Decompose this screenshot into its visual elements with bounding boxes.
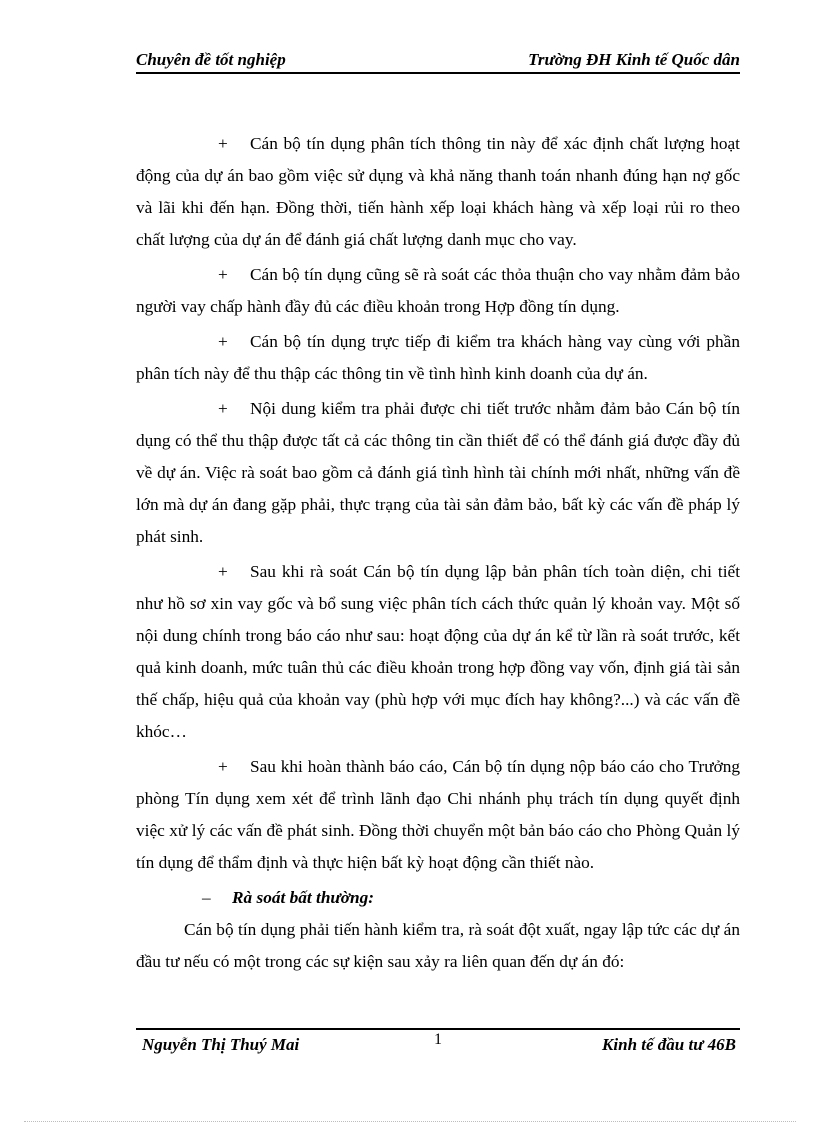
bullet-paragraph-2	[136, 259, 740, 323]
footer-author: Nguyễn Thị Thuý Mai	[142, 1035, 300, 1054]
page-number: 1	[434, 1031, 442, 1048]
paragraph-text: Nội dung kiểm tra phải được chi tiết trước nhằm đảm bảo Cán bộ tín dụng có thể thu thập được tất cả các thông tin cần thiết để có thể đánh giá được đầy đủ về dự án. Việc rà soát bao gồm cả đánh giá tình hình tài chính mới nhất, những vấn đề lớn mà dự án đang gặp phải, thực trạng của tài sản đảm bảo, bất kỳ các vấn đề pháp lý phát sinh.	[136, 399, 740, 546]
bullet-paragraph-3	[136, 326, 740, 390]
page-bottom-border	[24, 1121, 796, 1122]
bullet-plus: +	[218, 134, 228, 153]
footer-divider	[136, 1028, 740, 1030]
bullet-paragraph-1	[136, 128, 740, 256]
page-footer	[136, 1033, 740, 1057]
section-subheading	[136, 882, 740, 914]
bullet-plus: +	[218, 332, 228, 351]
subheading-dash: –	[202, 888, 211, 907]
bullet-paragraph-6	[136, 751, 740, 879]
subheading-title: Rà soát bất thường:	[232, 888, 375, 907]
document-body	[136, 128, 740, 981]
paragraph-text: Sau khi hoàn thành báo cáo, Cán bộ tín dụng nộp báo cáo cho Trưởng phòng Tín dụng xem xét để trình lãnh đạo Chi nhánh phụ trách tín dụng quyết định việc xử lý các vấn đề phát sinh. Đồng thời chuyển một bản báo cáo cho Phòng Quản lý tín dụng để thẩm định và thực hiện bất kỳ hoạt động cần thiết nào.	[136, 757, 740, 872]
paragraph-text: Cán bộ tín dụng trực tiếp đi kiểm tra khách hàng vay cùng với phần phân tích này để thu thập các thông tin về tình hình kinh doanh của dự án.	[136, 332, 740, 383]
paragraph-text: Cán bộ tín dụng phân tích thông tin này để xác định chất lượng hoạt động của dự án bao gồm việc sử dụng và khả năng thanh toán nhanh đúng hạn nợ gốc và lãi khi đến hạn. Đồng thời, tiến hành xếp loại khách hàng và xếp loại rủi ro theo chất lượng của dự án để đánh giá chất lượng danh mục cho vay.	[136, 134, 740, 249]
header-university: Trường ĐH Kinh tế Quốc dân	[528, 50, 740, 69]
header-divider	[136, 72, 740, 74]
bullet-plus: +	[218, 562, 228, 581]
bullet-plus: +	[218, 399, 228, 418]
page-header	[136, 48, 740, 72]
bullet-paragraph-4	[136, 393, 740, 553]
paragraph-text: Sau khi rà soát Cán bộ tín dụng lập bản phân tích toàn diện, chi tiết như hồ sơ xin vay gốc và bổ sung việc phân tích cách thức quản lý khoản vay. Một số nội dung chính trong báo cáo như sau: hoạt động của dự án kể từ lần rà soát trước, kết quả kinh doanh, mức tuân thủ các điều khoản trong hợp đồng vay vốn, định giá tài sản thế chấp, hiệu quả của khoản vay (phù hợp với mục đích hay không?...) và các vấn đề khóc…	[136, 562, 740, 741]
bullet-plus: +	[218, 265, 228, 284]
bullet-paragraph-5	[136, 556, 740, 748]
footer-class: Kinh tế đầu tư 46B	[602, 1035, 736, 1054]
bullet-plus: +	[218, 757, 228, 776]
header-document-type: Chuyên đề tốt nghiệp	[136, 50, 286, 69]
final-paragraph: Cán bộ tín dụng phải tiến hành kiểm tra, rà soát đột xuất, ngay lập tức các dự án đầu tư nếu có một trong các sự kiện sau xảy ra liên quan đến dự án đó:	[136, 920, 740, 971]
paragraph-text: Cán bộ tín dụng cũng sẽ rà soát các thỏa thuận cho vay nhằm đảm bảo người vay chấp hành đầy đủ các điều khoản trong Hợp đồng tín dụng.	[136, 265, 740, 316]
